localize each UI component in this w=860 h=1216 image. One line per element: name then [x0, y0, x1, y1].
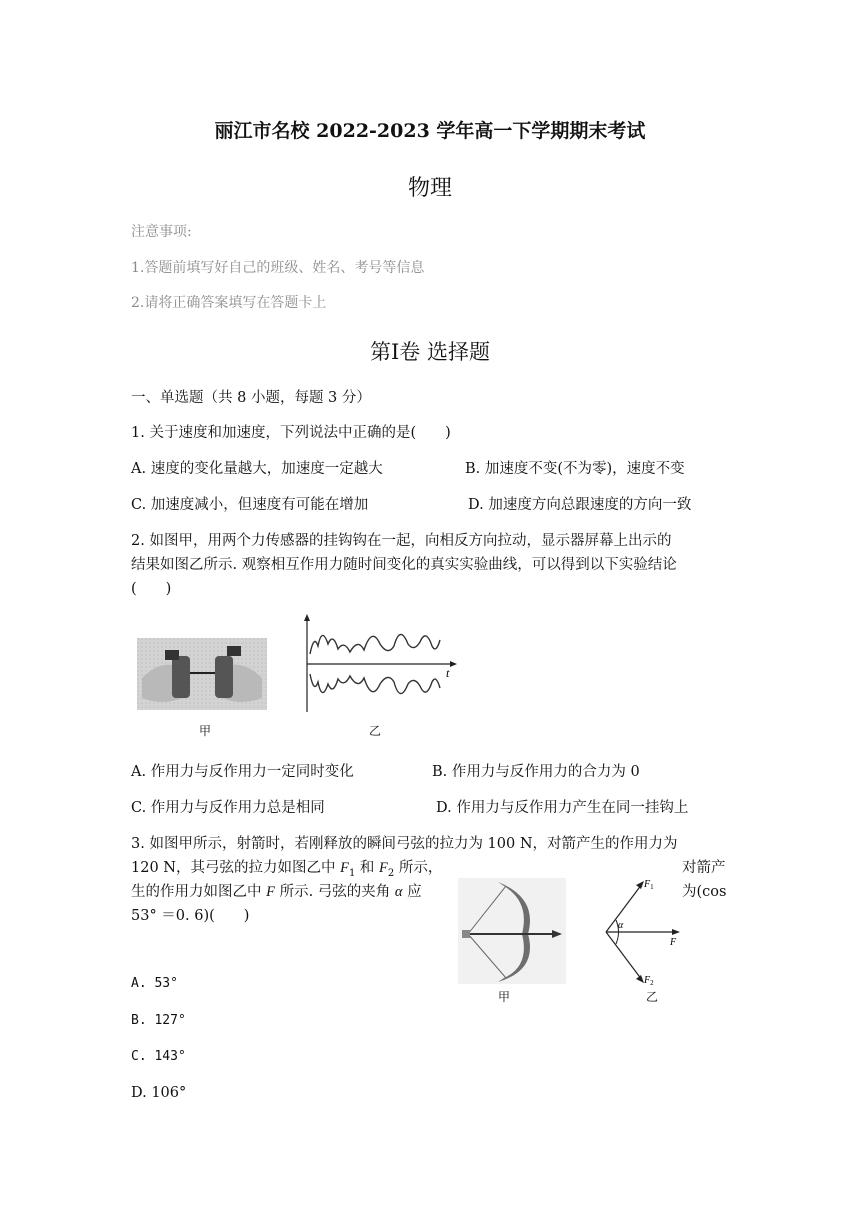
- q3-fig-label-yi: 乙: [646, 990, 659, 1004]
- q3-line-2: 120 N，其弓弦的拉力如图乙中 $F_1$ 和 $F_2$ 所示，: [131, 860, 443, 879]
- q2-figure-force-curves: [300, 614, 460, 714]
- q1-option-c: C. 加速度减小，但速度有可能在增加: [131, 497, 369, 513]
- q3-label-f2: $F_2$: [644, 975, 654, 987]
- q3-option-c: C. 143°: [131, 1049, 186, 1064]
- q2-stem-line-1: 2. 如图甲，用两个力传感器的挂钩钩在一起，向相反方向拉动，显示器屏幕上出示的: [131, 533, 672, 549]
- q2-option-a: A. 作用力与反作用力一定同时变化: [131, 764, 354, 780]
- q2-option-b: B. 作用力与反作用力的合力为 0: [432, 764, 640, 780]
- section-heading: 一、单选题（共 8 小题，每题 3 分）: [131, 390, 371, 406]
- q3-label-alpha: α: [618, 920, 624, 931]
- subject-title: 物理: [407, 176, 452, 201]
- q1-option-b: B. 加速度不变(不为零)，速度不变: [465, 461, 685, 477]
- q3-figure-bow: [458, 878, 566, 984]
- q2-figure-hands: [137, 638, 267, 710]
- q1-option-a: A. 速度的变化量越大，加速度一定越大: [131, 461, 383, 477]
- q3-option-b: B. 127°: [131, 1013, 186, 1028]
- q2-stem-line-2: 结果如图乙所示. 观察相互作用力随时间变化的真实实验曲线，可以得到以下实验结论: [131, 557, 677, 573]
- q2-fig-label-jia: 甲: [199, 724, 212, 738]
- q3-line-3-right: 为(cos: [682, 884, 727, 900]
- q2-stem-line-3: ( ): [131, 581, 172, 597]
- q3-figure-force-vectors: [598, 876, 688, 988]
- note-item-2: 2.请将正确答案填写在答题卡上: [131, 295, 327, 311]
- q3-option-a: A. 53°: [131, 976, 178, 991]
- q3-line-1: 3. 如图甲所示，射箭时，若刚释放的瞬间弓弦的拉力为 100 N，对箭产生的作用力为: [131, 836, 678, 852]
- volume-title: 第Ⅰ卷 选择题: [370, 340, 490, 364]
- note-item-1: 1.答题前填写好自己的班级、姓名、考号等信息: [131, 260, 425, 276]
- q3-line-3: 生的作用力如图乙中 F 所示. 弓弦的夹角 α 应: [131, 884, 422, 900]
- q3-label-f1: $F_1$: [644, 879, 654, 891]
- q2-axis-t: t: [446, 666, 450, 680]
- q2-option-d: D. 作用力与反作用力产生在同一挂钩上: [436, 800, 689, 816]
- q1-option-d: D. 加速度方向总跟速度的方向一致: [468, 497, 692, 513]
- q1-stem: 1. 关于速度和加速度，下列说法中正确的是( ): [131, 425, 451, 441]
- q3-label-f: F: [670, 937, 677, 948]
- q2-fig-label-yi: 乙: [369, 724, 382, 738]
- q2-option-c: C. 作用力与反作用力总是相同: [131, 800, 325, 816]
- notes-heading: 注意事项:: [131, 224, 192, 240]
- q3-line-4: 53° ＝0. 6)( ): [131, 908, 250, 924]
- q3-fig-label-jia: 甲: [498, 990, 511, 1004]
- exam-title: 丽江市名校 2022-2023 学年高一下学期期末考试: [214, 120, 646, 142]
- q3-line-2-right: 对箭产: [682, 860, 726, 876]
- q3-option-d: D. 106°: [131, 1085, 187, 1101]
